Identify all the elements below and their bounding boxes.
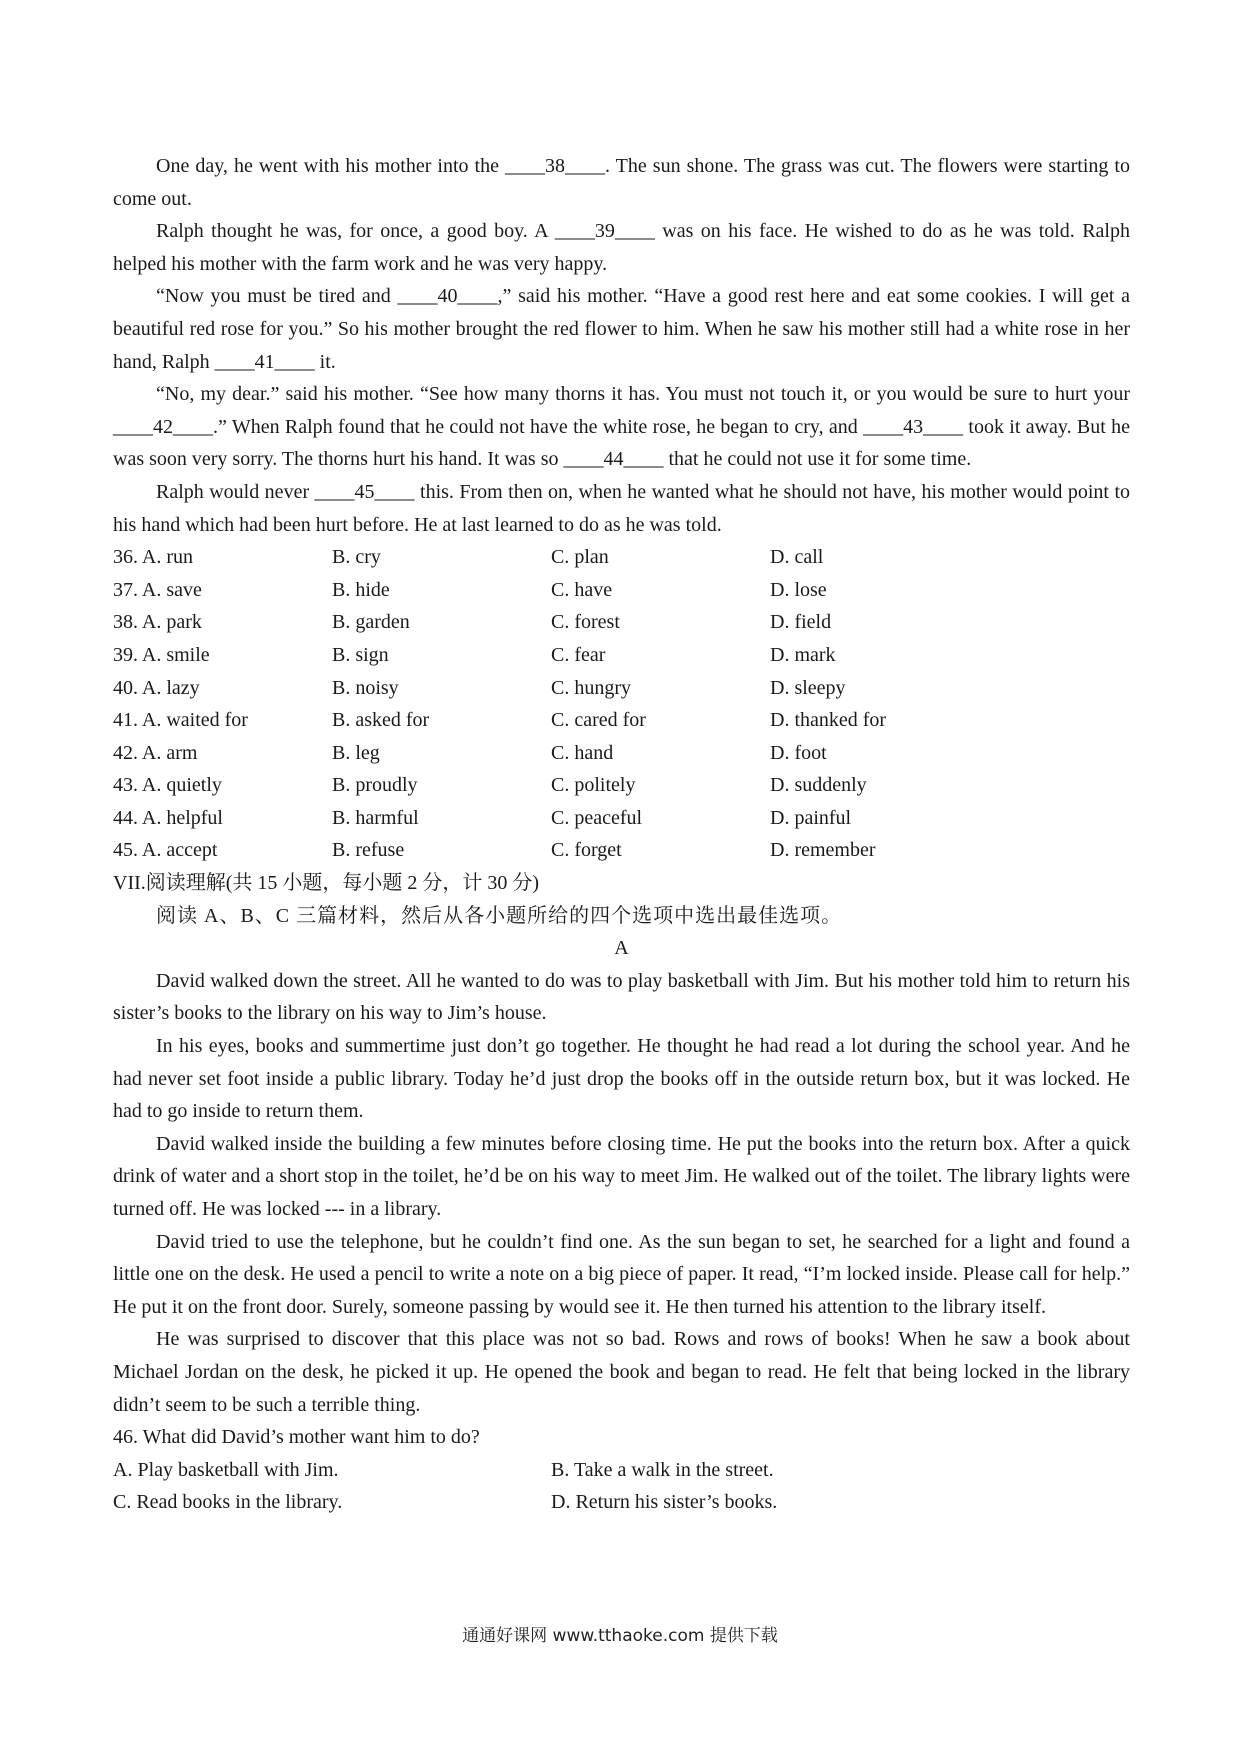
cloze-option-row-38	[113, 606, 1130, 639]
passage-label: A	[614, 937, 629, 960]
option-44-c: C. peaceful	[551, 806, 643, 829]
option-43-b: B. proudly	[332, 774, 418, 797]
option-39-a: 39. A. smile	[113, 643, 210, 666]
section-instruction: 阅读 A、B、C 三篇材料，然后从各小题所给的四个选项中选出最佳选项。	[156, 904, 843, 927]
question-46-option-c: C. Read books in the library.	[113, 1491, 343, 1514]
cloze-option-row-42	[113, 737, 1130, 770]
cloze-option-row-45	[113, 834, 1130, 867]
cloze-option-row-37	[113, 574, 1130, 607]
cloze-paragraph-1: One day, he went with his mother into the ____38____. The sun shone. The grass was cut. The flowers were starting to come out.	[113, 155, 1130, 210]
option-36-a: 36. A. run	[113, 546, 193, 569]
option-38-c: C. forest	[551, 611, 620, 634]
exam-page	[113, 150, 1130, 1519]
question-46-option-a: A. Play basketball with Jim.	[113, 1458, 339, 1481]
option-41-a: 41. A. waited for	[113, 709, 248, 732]
cloze-paragraph-3: “Now you must be tired and ____40____,” said his mother. “Have a good rest here and eat some cookies. I will get a beautiful red rose for you.” So his mother brought the red flower to him. When he saw his mother still had a white rose in her hand, Ralph ____41____ it.	[113, 285, 1130, 373]
option-37-b: B. hide	[332, 578, 390, 601]
option-36-b: B. cry	[332, 546, 381, 569]
option-42-a: 42. A. arm	[113, 741, 198, 764]
option-45-d: D. remember	[770, 839, 876, 862]
option-38-d: D. field	[770, 611, 832, 634]
cloze-option-row-36	[113, 541, 1130, 574]
option-43-c: C. politely	[551, 774, 636, 797]
option-40-b: B. noisy	[332, 676, 399, 699]
cloze-paragraph-4: “No, my dear.” said his mother. “See how many thorns it has. You must not touch it, or you would be sure to hurt your ____42____.” When Ralph found that he could not have the white rose, he began to cry, and ____43____ took it away. But he was soon very sorry. The thorns hurt his hand. It was so ____44____ that he could not use it for some time.	[113, 383, 1130, 471]
passage-paragraph-5: He was surprised to discover that this place was not so bad. Rows and rows of books! When he saw a book about Michael Jordan on the desk, he picked it up. He opened the book and began to read. He felt that being locked in the library didn’t seem to be such a terrible thing.	[113, 1328, 1130, 1416]
option-42-b: B. leg	[332, 741, 380, 764]
passage-paragraph-3: David walked inside the building a few minutes before closing time. He put the books into the return box. After a quick drink of water and a short stop in the toilet, he’d be on his way to meet Jim. He walked out of the toilet. The library lights were turned off. He was locked --- in a library.	[113, 1132, 1130, 1220]
cloze-paragraph-5: Ralph would never ____45____ this. From then on, when he wanted what he should not have, his mother would point to his hand which had been hurt before. He at last learned to do as he was told.	[113, 480, 1130, 536]
question-46-options-row-2	[113, 1486, 1130, 1519]
option-36-d: D. call	[770, 546, 824, 569]
option-40-d: D. sleepy	[770, 676, 846, 699]
cloze-option-row-44	[113, 802, 1130, 835]
option-43-d: D. suddenly	[770, 774, 867, 797]
cloze-paragraph-2: Ralph thought he was, for once, a good boy. A ____39____ was on his face. He wished to do as he was told. Ralph helped his mother with the farm work and he was very happy.	[113, 220, 1130, 275]
question-46-option-d: D. Return his sister’s books.	[551, 1491, 778, 1514]
option-44-a: 44. A. helpful	[113, 806, 223, 829]
question-46-options-row-1	[113, 1454, 1130, 1487]
option-38-b: B. garden	[332, 611, 410, 634]
passage-paragraph-2: In his eyes, books and summertime just don’t go together. He thought he had read a lot during the school year. And he had never set foot inside a public library. Today he’d just drop the books off in the outside return box, but it was locked. He had to go inside to return them.	[113, 1035, 1130, 1123]
cloze-option-row-39	[113, 639, 1130, 672]
page-footer: 通通好课网 www.tthaoke.com 提供下载	[462, 1626, 778, 1646]
option-38-a: 38. A. park	[113, 611, 202, 634]
option-42-c: C. hand	[551, 741, 614, 764]
cloze-option-row-41	[113, 704, 1130, 737]
option-45-c: C. forget	[551, 839, 622, 862]
option-45-a: 45. A. accept	[113, 839, 218, 862]
option-37-a: 37. A. save	[113, 578, 202, 601]
passage-paragraph-1: David walked down the street. All he wanted to do was to play basketball with Jim. But his mother told him to return his sister’s books to the library on his way to Jim’s house.	[113, 969, 1130, 1025]
option-39-d: D. mark	[770, 643, 836, 666]
option-44-d: D. painful	[770, 806, 852, 829]
cloze-option-row-43	[113, 769, 1130, 802]
option-37-d: D. lose	[770, 578, 827, 601]
cloze-options-list	[113, 541, 1130, 867]
option-40-a: 40. A. lazy	[113, 676, 200, 699]
option-45-b: B. refuse	[332, 839, 405, 862]
option-37-c: C. have	[551, 578, 613, 601]
section-title: VII.阅读理解(共 15 小题，每小题 2 分，计 30 分)	[113, 872, 540, 895]
option-41-d: D. thanked for	[770, 709, 887, 732]
option-36-c: C. plan	[551, 546, 609, 569]
option-43-a: 43. A. quietly	[113, 774, 222, 797]
question-46-stem: 46. What did David’s mother want him to do?	[113, 1426, 480, 1449]
option-41-b: B. asked for	[332, 709, 430, 732]
option-39-b: B. sign	[332, 643, 389, 666]
option-41-c: C. cared for	[551, 709, 646, 732]
option-42-d: D. foot	[770, 741, 827, 764]
option-39-c: C. fear	[551, 643, 606, 666]
question-46-option-b: B. Take a walk in the street.	[551, 1458, 774, 1481]
passage-paragraph-4: David tried to use the telephone, but he couldn’t find one. As the sun began to set, he searched for a light and found a little one on the desk. He used a pencil to write a note on a big piece of paper. It read, “I’m locked inside. Please call for help.” He put it on the front door. Surely, someone passing by would see it. He then turned his attention to the library itself.	[113, 1230, 1130, 1318]
cloze-option-row-40	[113, 672, 1130, 705]
option-44-b: B. harmful	[332, 806, 419, 829]
option-40-c: C. hungry	[551, 676, 631, 699]
